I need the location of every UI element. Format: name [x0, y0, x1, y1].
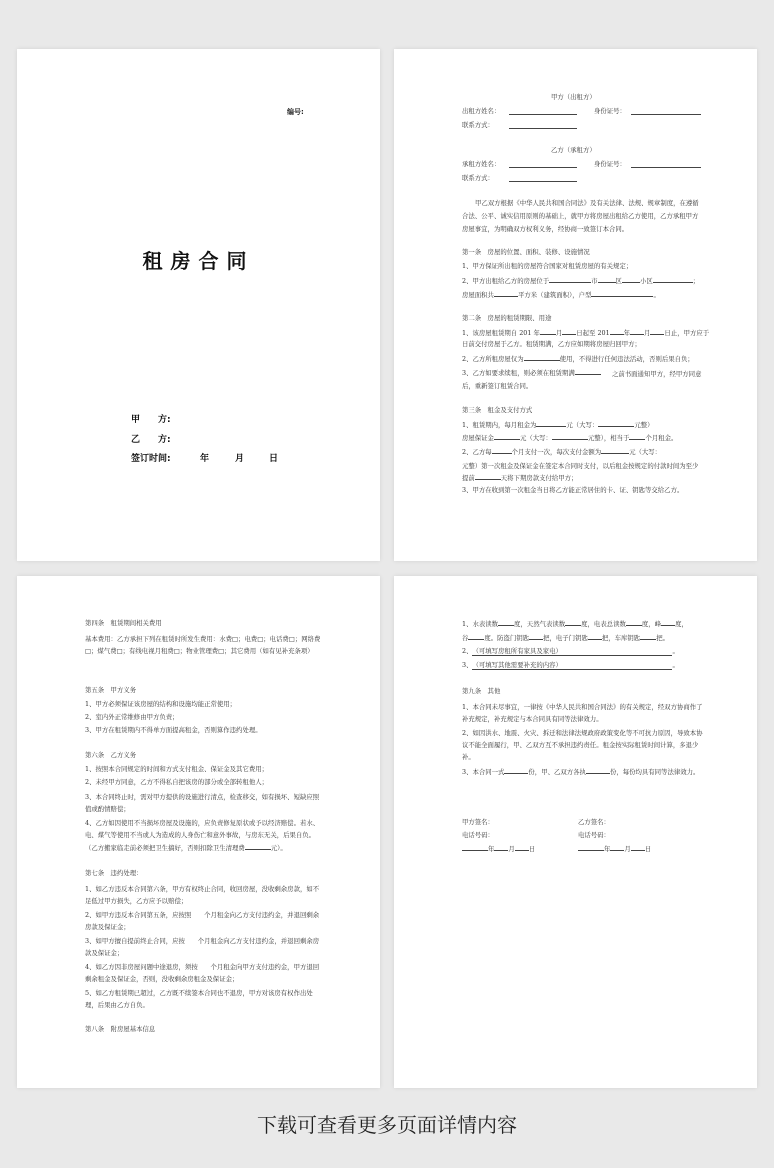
- cover-page: [17, 49, 380, 561]
- meter-readings-line-2: 谷 度。防盗门钥匙 把，电子门钥匙 把，车库钥匙 把。: [462, 634, 669, 642]
- download-more-caption: 下载可查看更多页面详情内容: [257, 1113, 517, 1137]
- lessee-name-field: [509, 167, 577, 168]
- article-7-item-2: 2、如甲方违反本合同第五条，应按照 个月租金向乙方支付违约金，并退回剩余房款及保证金；: [85, 911, 320, 931]
- lessor-contact-label: 联系方式：: [462, 121, 494, 129]
- signing-time-label: 签订时间:: [131, 454, 171, 464]
- article-6-item-5: （乙方搬家临走前必须把卫生搞好，否则扣除卫生清理费 元）。: [85, 844, 287, 852]
- party-b-signature-label: 乙方签名：: [578, 818, 610, 826]
- lessor-contact-field: [509, 128, 577, 129]
- article-3-item-1b: 房屋保证金 元（大写： 元整），相当于 个月租金。: [462, 434, 678, 442]
- article-5-item-2: 2、室内外正常维修由甲方负责；: [85, 713, 179, 721]
- party-b-label: 乙 方:: [131, 435, 171, 445]
- lessee-name-label: 承租方姓名：: [462, 160, 501, 168]
- article-4-title: 第四条 租赁期间相关费用: [85, 619, 162, 627]
- article-8-title: 第八条 附房屋基本信息: [85, 1025, 156, 1033]
- party-a-label: 甲 方:: [131, 415, 171, 425]
- party-a-date: 年 月 日: [462, 844, 535, 853]
- article-1-item-2: 2、甲方出租给乙方的房屋位于 市 区 小区 ；: [462, 277, 700, 285]
- article-6-item-3: 3、本合同终止时，需对甲方提供的设施进行清点，检查移交，如有损坏、短缺应照值或酌情赔偿；: [85, 793, 320, 813]
- article-9-item-3: 3、本合同一式 份，甲、乙双方各执 份，每份均具有同等法律效力。: [462, 768, 700, 776]
- article-7-item-4: 4、如乙方因非房屋问题中途退房，须按 个月租金向甲方支付违约金，甲方退回剩余租金及保证金，否则，没收剩余房租金及保证金；: [85, 963, 320, 983]
- article-6-item-2: 2、未经甲方同意，乙方不得私自把该房的部分或全部转租他人；: [85, 778, 269, 786]
- party-a-title: 甲方（出租方）: [551, 93, 596, 101]
- supplement-item: 3、（可填写其他需要补充的内容） 。: [462, 661, 679, 669]
- party-a-signature-label: 甲方签名：: [462, 818, 494, 826]
- article-5-item-1: 1、甲方必须保证该房屋的结构和设施均能正常使用；: [85, 700, 237, 708]
- article-1-item-1: 1、甲方保证所出租的房屋符合国家对租赁房屋的有关规定；: [462, 262, 633, 270]
- article-3-item-1a: 1、租赁期内，每月租金为 元（大写： 元整）: [462, 421, 654, 429]
- article-1-title: 第一条 房屋的位置、面积、装修、设施情况: [462, 248, 590, 256]
- article-7-item-5: 5、如乙方租赁期已超过，乙方既不续签本合同也不退房，甲方对该房有权作出处理，后果由乙方自负。: [85, 989, 313, 1009]
- intro-paragraph: 甲乙双方根据《中华人民共和国合同法》及有关法律、法规、规章制度，在遵循合法、公平、诚实信用原则的基础上，就甲方将房屋出租给乙方使用，乙方承租甲方房屋事宜，为明确双方权利义务，经协商一致签订本合同。: [462, 199, 699, 233]
- party-b-phone-label: 电话号码：: [578, 831, 610, 839]
- article-2-item-1b: 日前交付房屋于乙方。租赁期满，乙方应如期将房屋归回甲方；: [462, 340, 641, 348]
- party-b-date: 年 月 日: [578, 844, 651, 853]
- article-3-item-3: 3、甲方在收到第一次租金当日将乙方能正常居住的卡、证、钥匙等交给乙方。: [462, 486, 684, 494]
- article-7-item-3: 3、如甲方擅自提前终止合同，应按 个月租金向乙方支付违约金，并退回剩余房款及保证金；: [85, 937, 320, 957]
- lessee-contact-label: 联系方式：: [462, 174, 494, 182]
- article-3-item-2a: 2、乙方每 个月支付一次，每次支付金额为 元（大写：: [462, 448, 662, 456]
- article-9-item-2: 2、如因洪水、地震、火灾、拆迁和法律法规政府政策变化等不可抗力原因，导致本协议不能全面履行，甲、乙双方互不承担违约责任。租金按实际租赁时间计算，多退少补。: [462, 729, 703, 761]
- lessor-name-label: 出租方姓名：: [462, 107, 501, 115]
- article-2-item-3b: 之前书面通知甲方，经甲方同意后，重新签订租赁合同。: [462, 370, 702, 390]
- article-2-item-1a: 1、该房屋租赁期自 201 年 月 日起至 201 年 月 日止，甲方应于: [462, 329, 710, 337]
- article-1-item-3: 房屋面积共 平方米（建筑面积），户型 。: [462, 291, 660, 299]
- article-3-item-2b: 元整）第一次租金及保证金在签定本合同时支付，以后租金按规定的付款时间为至少提前 天将下期房款支付给甲方；: [462, 462, 699, 482]
- article-9-title: 第九条 其他: [462, 687, 501, 695]
- article-2-item-2: 2、乙方所租房屋仅为 使用，不得进行任何违法活动，否则后果自负；: [462, 355, 694, 363]
- article-6-item-4: 4、乙方如因使用不当损坏房屋及设施的，应负责修复原状或予以经济赔偿。若水、电、煤气等使用不当或人为造成的人身伤亡和意外事故，与房东无关，后果自负。: [85, 819, 320, 839]
- article-7-title: 第七条 违约处理：: [85, 869, 143, 877]
- lessor-id-field: [631, 114, 701, 115]
- article-2-item-3a: 3、乙方如要求续租，则必须在租赁期满: [462, 368, 601, 377]
- meter-readings-line-1: 1、水表读数 度，天然气表读数 度，电表总读数 度，峰 度，: [462, 620, 688, 628]
- article-7-item-1: 1、如乙方违反本合同第六条，甲方有权终止合同，收回房屋，没收剩余房款，如不足低过甲方损失，乙方应予以赔偿；: [85, 885, 320, 905]
- article-4-body: 基本费用：乙方承担下列在租赁时所发生费用：水费□；电费□；电话费□；网络费□；煤气费□；有线电视月租费□；物业管理费□；其它费用（如有见补充条项）: [85, 635, 321, 655]
- article-9-item-1: 1、本合同未尽事宜，一律按《中华人民共和国合同法》的有关规定，经双方协商作了补充规定，补充规定与本合同具有同等法律效力。: [462, 703, 703, 723]
- contract-page-3: [17, 576, 380, 1088]
- article-2-title: 第二条 房屋的租赁期限、用途: [462, 314, 552, 322]
- cover-month: 月: [235, 454, 245, 464]
- lessor-name-field: [509, 114, 577, 115]
- furniture-item: 2、（可填写房租所有家具及家电） 。: [462, 647, 679, 655]
- party-a-phone-label: 电话号码：: [462, 831, 494, 839]
- lessee-id-field: [631, 167, 701, 168]
- lessee-id-label: 身份证号：: [594, 160, 626, 168]
- article-6-title: 第六条 乙方义务: [85, 751, 137, 759]
- lessee-contact-field: [509, 181, 577, 182]
- article-6-item-1: 1、按照本合同规定的时间和方式支付租金、保证金及其它费用；: [85, 765, 269, 773]
- cover-year: 年: [200, 454, 210, 464]
- contract-number-label: 编号:: [287, 108, 304, 116]
- party-b-title: 乙方（承租方）: [551, 146, 596, 154]
- article-5-title: 第五条 甲方义务: [85, 686, 137, 694]
- lessor-id-label: 身份证号：: [594, 107, 626, 115]
- contract-title: 租房合同: [142, 249, 255, 273]
- contract-page-4: [394, 576, 757, 1088]
- article-5-item-3: 3、甲方在租赁期内不得单方面提高租金，否则算作违约处理。: [85, 726, 262, 734]
- article-3-title: 第三条 租金及支付方式: [462, 406, 533, 414]
- cover-day: 日: [269, 454, 279, 464]
- contract-page-2: [394, 49, 757, 561]
